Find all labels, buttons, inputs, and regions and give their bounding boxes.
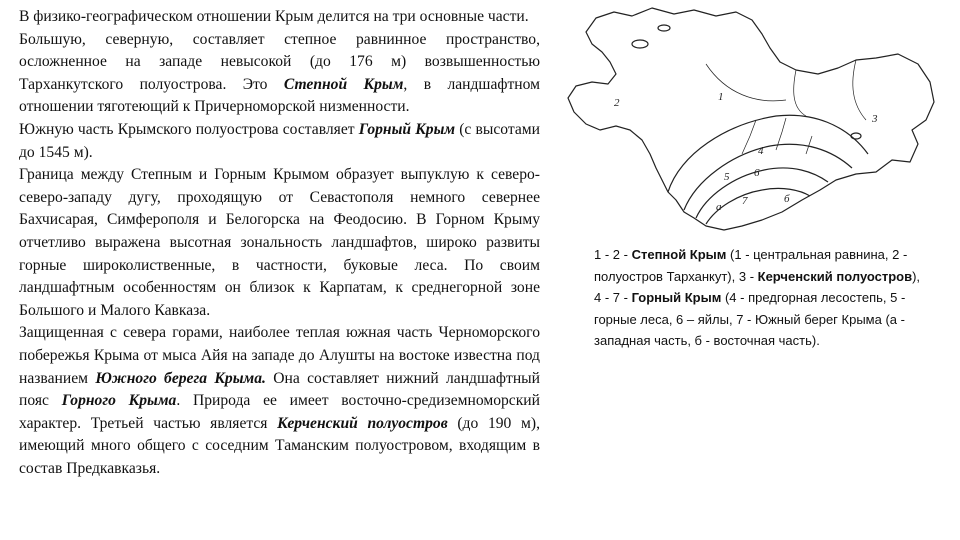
crimea-outline [568,8,934,230]
main-text [19,6,540,480]
text-run: . Природа ее имеет восточно-средиземноморский характер. Третьей частью является [19,392,540,432]
term-steppe-crimea: Степной Крым [283,75,404,93]
lake [851,133,861,139]
steppe-mountain-boundary [668,115,868,192]
text-run: 1 - 2 - [594,247,632,262]
map-label: 2 [614,97,620,109]
interior-line [742,120,756,154]
legend-item [594,287,934,352]
text-run: (1 - центральная равнина, 2 - полуостров Тарханкут), 3 - [594,247,908,284]
lake [658,25,670,31]
map-label: 4 [758,145,764,157]
map-label: 6 [754,167,760,179]
map-label: а [716,201,722,213]
lake [632,40,648,48]
text-run: (4 - предгорная лесостепь, 5 - горные леса, 6 – яйлы, 7 - Южный берег Крыма (а - западная часть, б - восточная часть). [594,290,906,348]
paragraph [19,29,540,119]
legend-steppe-crimea: Степной Крым [631,247,727,262]
zone-boundary-foothills [684,144,852,210]
term-mountain-crimea: Горный Крым [358,120,456,138]
paragraph [19,119,540,164]
text-run: Граница между Степным и Горным Крымом образует выпуклую к северо-северо-западу дугу, проходящую от Севастополя немного севернее Бахчисарая, Симферополя и Белогорска на Феодосию. В Горном Крыму отчетливо выражена высотная зональность ландшафтов, широко развиты горные широколиственные, в частности, буковые леса. По своим ландшафтным особенностям он близок к Карпатам, к среднегорной зоне Большого и Малого Кавказа. [19,166,540,319]
paragraph [19,6,540,29]
text-run: 4 - 7 - [594,290,632,305]
interior-line [794,70,806,116]
interior-line [806,136,812,154]
text-run: ), [912,268,921,284]
text-run: (до 190 м), имеющий много общего с соседним Таманским полуостровом, входящим в состав Предкавказья. [19,414,540,477]
map-label: 7 [742,195,748,207]
text-run: Большую, северную, составляет степное равнинное пространство, осложненное на западе невысокой (до 176 м) возвышенностью Тарханкутского полуострова. Это [19,30,540,93]
text-run: (с высотами до 1545 м). [19,120,540,161]
interior-line [776,118,786,150]
legend-mountain-crimea: Горный Крым [631,290,722,305]
term-kerch-peninsula: Керченский полуостров [277,414,448,432]
map-legend [594,244,934,352]
legend-item [594,244,934,287]
term-south-coast: Южного берега Крыма. [95,369,266,387]
legend-kerch-peninsula: Керченский полуостров [757,268,913,284]
text-run: Южную часть Крымского полуострова составляет [19,120,359,138]
map-label: б [784,193,790,205]
crimea-map [556,4,946,236]
zone-boundary-yaila [706,188,810,224]
paragraph [19,322,540,480]
text-run: Защищенная с севера горами, наиболее теплая южная часть Черноморского побережья Крыма от мыса Айя на западе до Алушты на востоке известна под названием [19,324,540,387]
map-label: 1 [718,91,724,103]
text-run: Она составляет нижний ландшафтный пояс [19,369,541,410]
term-mountain-crimea: Горного Крыма [61,392,177,410]
paragraph [19,164,540,322]
interior-line [853,60,866,120]
text-run: В физико-географическом отношении Крым делится на три основные части. [19,8,529,25]
map-label: 3 [872,113,878,125]
map-label: 5 [724,171,730,183]
text-run: , в ландшафтном отношении тяготеющий к Причерноморской низменности. [19,75,540,116]
